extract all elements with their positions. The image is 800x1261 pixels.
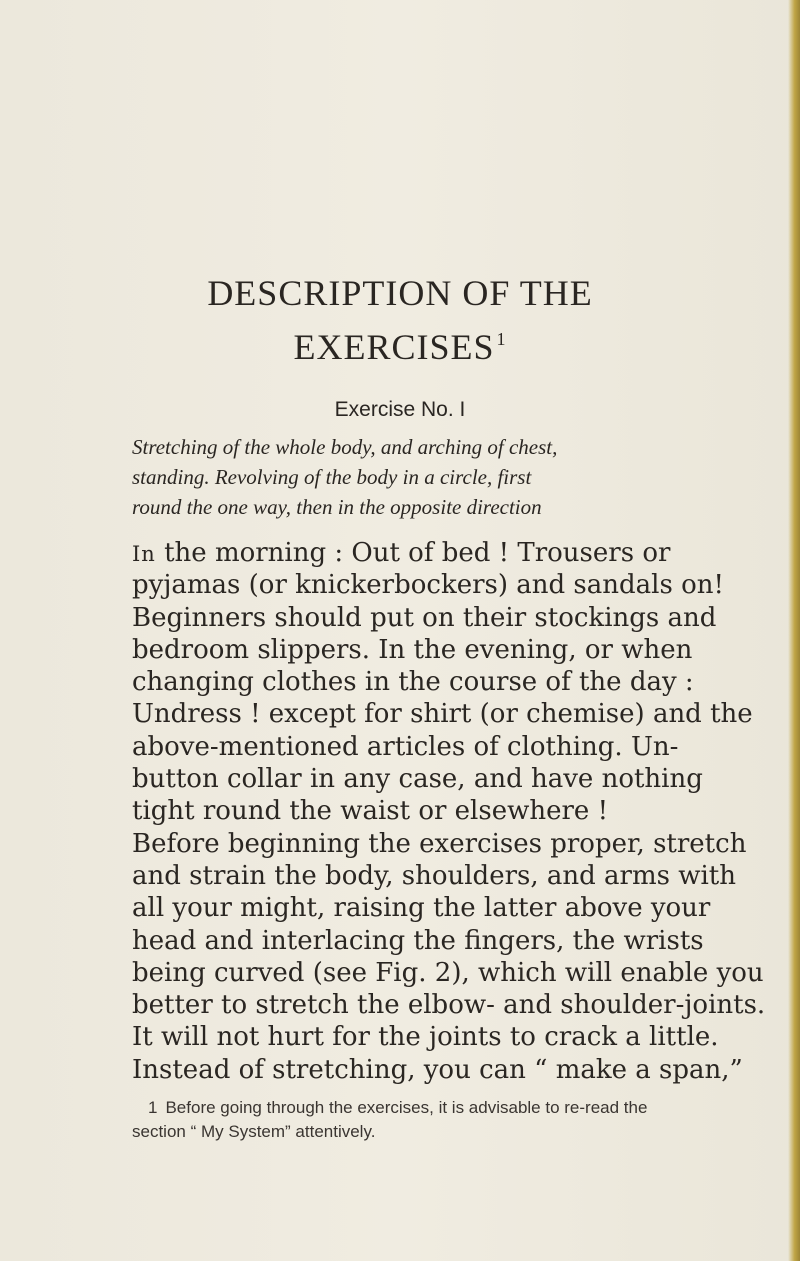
body-line: Undress ! except for shirt (or chemise) and the	[132, 699, 753, 730]
body-line: It will not hurt for the joints to crack a little.	[132, 1022, 719, 1053]
body-text	[132, 537, 766, 1086]
footnote-line	[132, 1096, 752, 1120]
chapter-title-line-2	[0, 326, 800, 368]
subtitle-line: standing. Revolving of the body in a circle, first	[132, 465, 532, 489]
page-edge	[788, 0, 800, 1261]
exercise-number: Exercise No. I	[334, 398, 466, 421]
body-line: being curved (see Fig. 2), which will enable you	[132, 957, 764, 988]
footnote-line: section “ My System” attentively.	[132, 1122, 376, 1141]
subtitle-line: Stretching of the whole body, and arching of chest,	[132, 435, 558, 459]
body-line: better to stretch the elbow- and shoulder-joints.	[132, 990, 766, 1021]
drop-cap: In	[132, 542, 156, 566]
body-line: Instead of stretching, you can “ make a span,”	[132, 1054, 743, 1085]
body-line: button collar in any case, and have nothing	[132, 764, 703, 795]
body-line: all your might, raising the latter above your	[132, 893, 711, 924]
footnote-marker: 1	[496, 329, 507, 349]
body-line	[132, 537, 752, 569]
footnote-number: 1	[148, 1098, 158, 1117]
subtitle-line: round the one way, then in the opposite direction	[132, 495, 542, 519]
body-line: bedroom slippers. In the evening, or when	[132, 634, 693, 665]
body-line: tight round the waist or elsewhere !	[132, 796, 609, 827]
body-line-rest: the morning : Out of bed ! Trousers or	[155, 538, 671, 568]
body-line: above-mentioned articles of clothing. Un-	[132, 731, 679, 762]
chapter-title-line-1: DESCRIPTION OF THE	[207, 273, 593, 313]
body-line: head and interlacing the fingers, the wrists	[132, 925, 704, 956]
exercise-subtitle	[132, 432, 732, 522]
footnote	[132, 1096, 752, 1144]
chapter-title-text: EXERCISES	[293, 327, 495, 367]
body-line: changing clothes in the course of the day :	[132, 667, 694, 698]
body-line: and strain the body, shoulders, and arms with	[132, 860, 736, 891]
body-line: pyjamas (or knickerbockers) and sandals on!	[132, 570, 724, 601]
footnote-text: Before going through the exercises, it is advisable to re-read the	[165, 1098, 648, 1117]
body-line: Before beginning the exercises proper, stretch	[132, 828, 747, 859]
body-line: Beginners should put on their stockings and	[132, 602, 717, 633]
